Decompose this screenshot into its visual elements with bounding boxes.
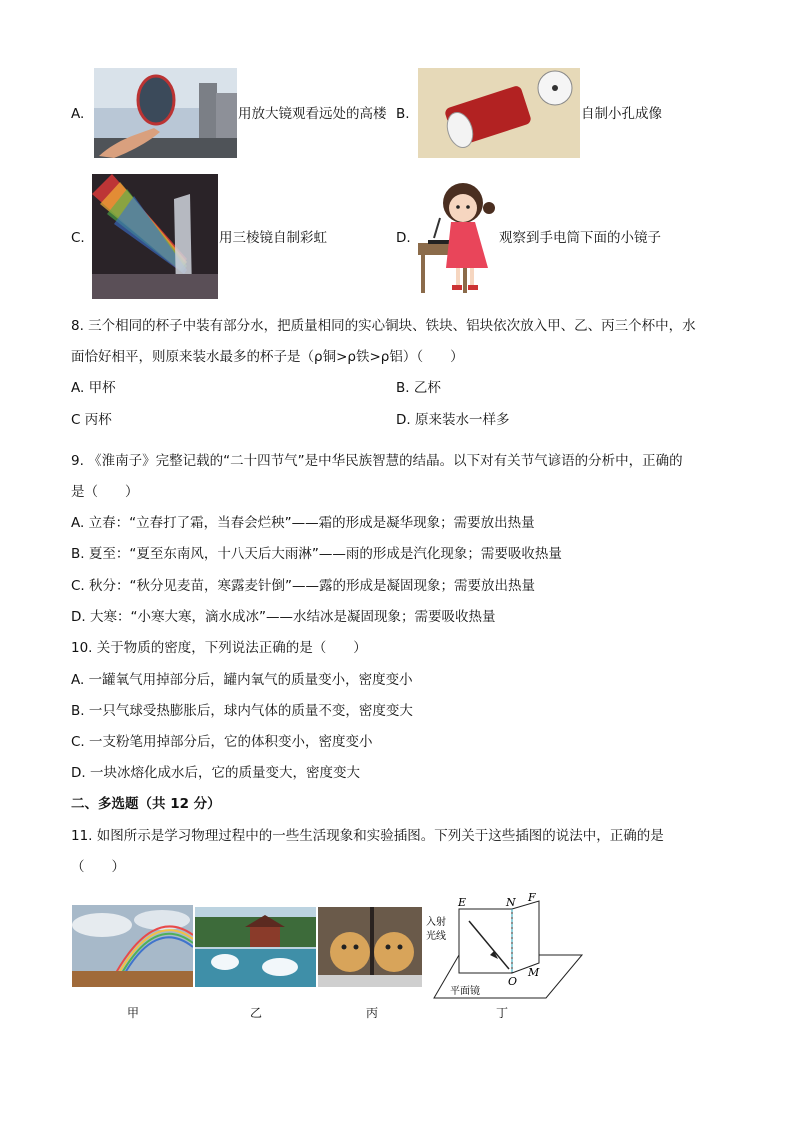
q7-option-a-image	[94, 68, 237, 158]
label-mirror: 平面镜	[450, 986, 480, 997]
label-o: O	[508, 975, 518, 988]
label-incident-1: 入射	[426, 917, 446, 928]
q8-stem-line2: 面恰好相平，则原来装水最多的杯子是（ρ铜>ρ铁>ρ铝）（ ）	[71, 349, 464, 365]
q7-option-a-label: A.	[71, 106, 85, 122]
label-incident-2: 光线	[426, 931, 446, 942]
q7-option-d-text: 观察到手电筒下面的小镜子	[499, 230, 661, 246]
q7-option-b-text: 自制小孔成像	[581, 106, 662, 122]
q9-stem-line1: 9. 《淮南子》完整记载的“二十四节气”是中华民族智慧的结晶。以下对有关节气谚语的分析中，正确的	[71, 453, 683, 469]
label-n: N	[506, 896, 516, 909]
q7-option-c-label: C.	[71, 230, 85, 246]
label-e: E	[458, 896, 467, 909]
q7-option-c-text: 用三棱镜自制彩虹	[219, 230, 327, 246]
q8-stem-line1: 8. 三个相同的杯子中装有部分水，把质量相同的实心铜块、铁块、铝块依次放入甲、乙、丙三个杯中，水	[71, 318, 696, 334]
q11-caption-bing: 丙	[365, 1006, 378, 1020]
q11-caption-jia: 甲	[126, 1006, 139, 1020]
q8-option-d: D. 原来装水一样多	[396, 412, 510, 428]
q10-option-d: D. 一块冰熔化成水后，它的质量变大，密度变大	[71, 765, 360, 781]
q11-stem-line1: 11. 如图所示是学习物理过程中的一些生活现象和实验插图。下列关于这些插图的说法中，正确的是	[71, 828, 664, 844]
q9-option-b: B. 夏至：“夏至东南风，十八天后大雨淋”——雨的形成是汽化现象；需要吸收热量	[71, 546, 562, 562]
q7-option-b-image	[418, 68, 580, 158]
q9-option-c: C. 秋分：“秋分见麦苗，寒露麦针倒”——露的形成是凝固现象；需要放出热量	[71, 578, 535, 594]
q8-option-a: A. 甲杯	[71, 380, 116, 396]
q10-option-a: A. 一罐氧气用掉部分后，罐内氧气的质量变小，密度变小	[71, 672, 413, 688]
q11-stem-line2: （ ）	[71, 859, 125, 875]
q9-option-d: D. 大寒：“小寒大寒，滴水成冰”——水结冰是凝固现象；需要吸收热量	[71, 609, 496, 625]
q10-option-c: C. 一支粉笔用掉部分后，它的体积变小，密度变小	[71, 734, 373, 750]
section-title-multiple-choice: 二、多选题（共 12 分）	[71, 796, 221, 812]
q11-image-ding-reflection-diagram	[424, 893, 584, 1001]
q11-caption-yi: 乙	[249, 1006, 262, 1020]
label-m: M	[528, 966, 540, 979]
q9-option-a: A. 立春：“立春打了霜，当春会烂秧”——霜的形成是凝华现象；需要放出热量	[71, 515, 535, 531]
q10-option-b: B. 一只气球受热膨胀后，球内气体的质量不变，密度变大	[71, 703, 413, 719]
q7-option-a-text: 用放大镜观看远处的高楼	[238, 106, 387, 122]
q8-option-b: B. 乙杯	[396, 380, 441, 396]
q11-image-bing-cat-mirror	[318, 907, 422, 987]
q11-image-jia-rainbow	[72, 905, 193, 987]
q7-option-d-label: D.	[396, 230, 411, 246]
label-f: F	[528, 893, 536, 904]
q7-option-c-image	[92, 174, 218, 299]
q7-option-d-image	[418, 178, 498, 293]
q11-image-yi-fountain	[195, 907, 316, 987]
q8-option-c: C 丙杯	[71, 412, 112, 428]
q11-caption-ding: 丁	[495, 1006, 508, 1020]
q10-stem: 10. 关于物质的密度，下列说法正确的是（ ）	[71, 640, 367, 656]
q7-option-b-label: B.	[396, 106, 410, 122]
q9-stem-line2: 是（ ）	[71, 484, 139, 500]
